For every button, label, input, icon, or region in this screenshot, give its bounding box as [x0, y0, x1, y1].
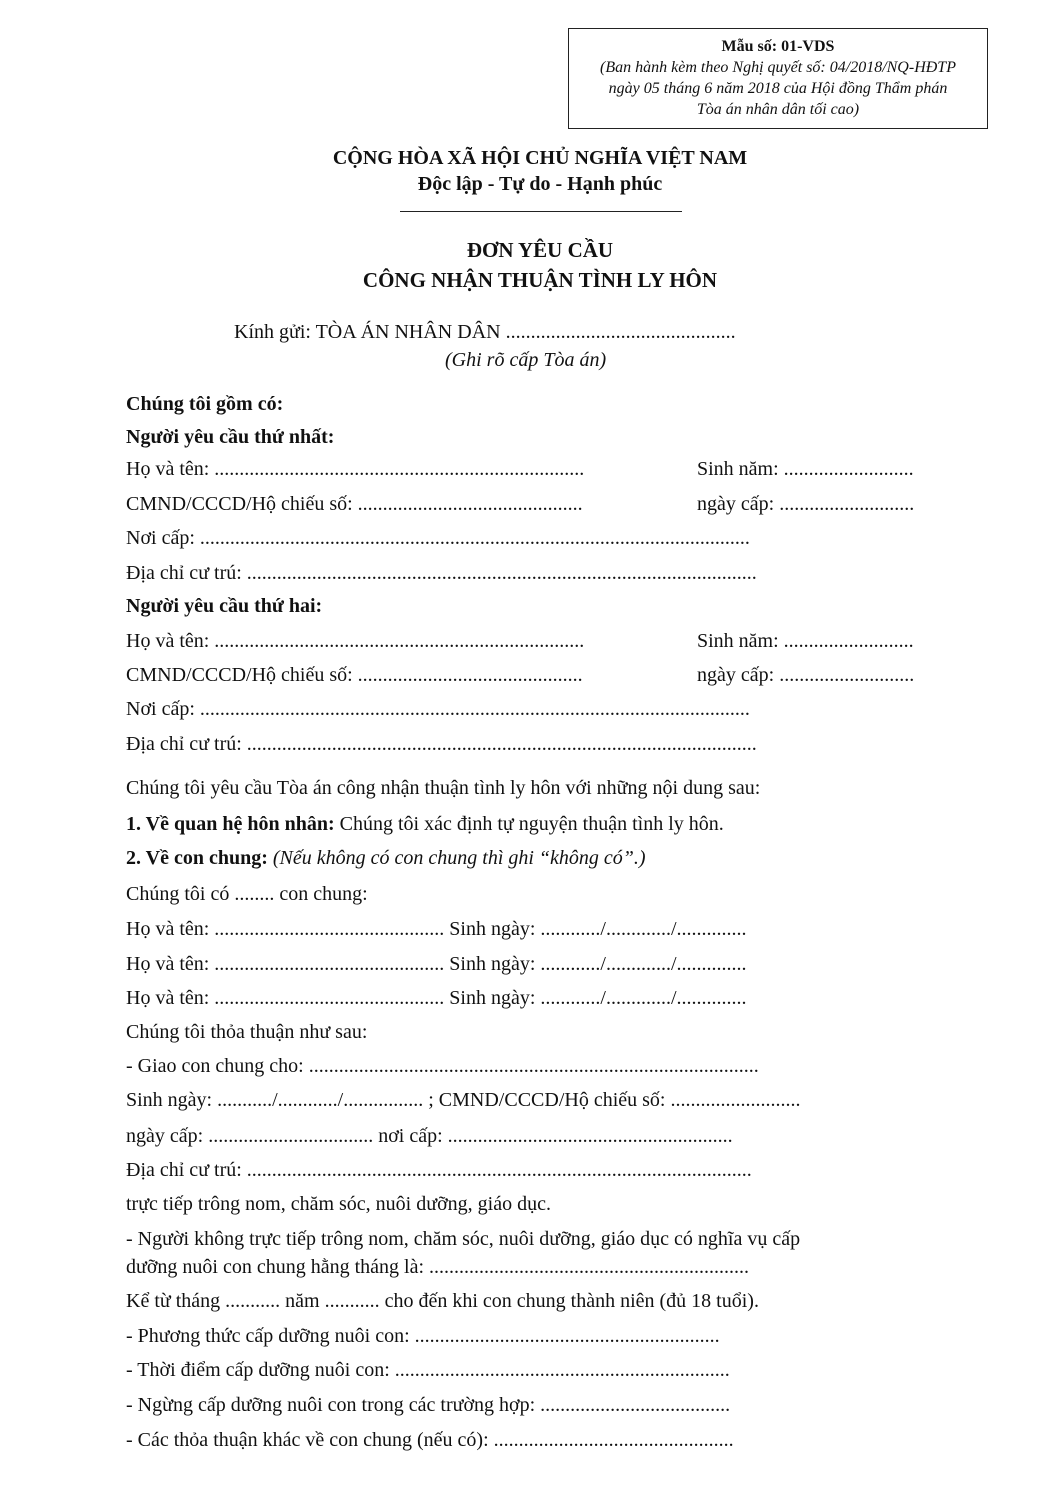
second-issue-date-field: ngày cấp: ........................... — [697, 664, 915, 686]
children-clause — [126, 847, 646, 870]
children-label: 2. Về con chung: — [126, 847, 268, 869]
support-method-field: - Phương thức cấp dưỡng nuôi con: ............................................................. — [126, 1325, 720, 1347]
support-period-field: Kể từ tháng ........... năm ........... cho đến khi con chung thành niên (đủ 18 tuổi). — [126, 1290, 759, 1312]
request-intro: Chúng tôi yêu cầu Tòa án công nhận thuận tình ly hôn với những nội dung sau: — [126, 777, 761, 799]
custodian-birth-id-field: Sinh ngày: .........../............/................ ; CMND/CCCD/Hộ chiếu số: .......................... — [126, 1089, 801, 1111]
motto: Độc lập - Tự do - Hạnh phúc — [417, 173, 663, 195]
second-id-field: CMND/CCCD/Hộ chiếu số: ............................................. — [126, 664, 583, 686]
child-row: Họ và tên: .............................................. Sinh ngày: ............/............./.............. — [126, 987, 747, 1009]
custody-duty-text: trực tiếp trông nom, chăm sóc, nuôi dưỡng, giáo dục. — [126, 1193, 551, 1215]
second-address-field: Địa chỉ cư trú: ...................................................................................................... — [126, 733, 757, 755]
custodian-issue-field: ngày cấp: ................................. nơi cấp: ......................................................... — [126, 1125, 733, 1147]
first-issue-date-field: ngày cấp: ........................... — [697, 493, 915, 515]
children-note: (Nếu không có con chung thì ghi “không có”.) — [267, 847, 646, 869]
second-name-field: Họ và tên: .......................................................................... — [126, 630, 585, 652]
first-birth-year-field: Sinh năm: .......................... — [697, 458, 914, 480]
country-heading: CỘNG HÒA XÃ HỘI CHỦ NGHĨA VIỆT NAM — [332, 147, 748, 169]
support-time-field: - Thời điểm cấp dưỡng nuôi con: ................................................................... — [126, 1359, 730, 1381]
form-code-box — [568, 28, 988, 129]
custodian-address-field: Địa chỉ cư trú: ..................................................................................................... — [126, 1159, 752, 1181]
second-issue-place-field: Nơi cấp: .............................................................................................................. — [126, 698, 750, 720]
addressee: Kính gửi: TÒA ÁN NHÂN DÂN .............................................. — [234, 321, 736, 343]
child-row: Họ và tên: .............................................. Sinh ngày: ............/............./.............. — [126, 918, 747, 940]
second-requester-heading: Người yêu cầu thứ hai: — [126, 595, 323, 617]
form-note-line-3: Tòa án nhân dân tối cao) — [696, 101, 860, 118]
first-address-field: Địa chỉ cư trú: ...................................................................................................... — [126, 562, 757, 584]
form-code: Mẫu số: 01-VDS — [721, 38, 835, 55]
children-count-field: Chúng tôi có ........ con chung: — [126, 883, 368, 905]
child-row: Họ và tên: .............................................. Sinh ngày: ............/............./.............. — [126, 953, 747, 975]
first-issue-place-field: Nơi cấp: .............................................................................................................. — [126, 527, 750, 549]
marriage-label: 1. Về quan hệ hôn nhân: — [126, 813, 335, 835]
support-stop-field: - Ngừng cấp dưỡng nuôi con trong các trường hợp: ...................................... — [126, 1394, 731, 1416]
first-id-field: CMND/CCCD/Hộ chiếu số: ............................................. — [126, 493, 583, 515]
agreement-heading: Chúng tôi thỏa thuận như sau: — [126, 1021, 368, 1043]
document-title-line-1: ĐƠN YÊU CẦU — [466, 238, 614, 262]
first-name-field: Họ và tên: .......................................................................... — [126, 458, 585, 480]
document-title-line-2: CÔNG NHẬN THUẬN TÌNH LY HÔN — [362, 268, 718, 292]
other-agreements-field: - Các thỏa thuận khác về con chung (nếu có): ................................................ — [126, 1429, 734, 1451]
custody-to-field: - Giao con chung cho: .......................................................................................... — [126, 1055, 759, 1077]
form-note-line-1: (Ban hành kèm theo Nghị quyết số: 04/2018/NQ-HĐTP — [600, 59, 956, 76]
support-obligation-line-1: - Người không trực tiếp trông nom, chăm sóc, nuôi dưỡng, giáo dục có nghĩa vụ cấp — [126, 1228, 801, 1250]
parties-heading: Chúng tôi gồm có: — [126, 393, 284, 415]
header-divider — [400, 211, 682, 212]
marriage-clause — [126, 813, 724, 836]
form-note-line-2: ngày 05 tháng 6 năm 2018 của Hội đồng Thẩm phán — [608, 80, 948, 97]
first-requester-heading: Người yêu cầu thứ nhất: — [126, 426, 335, 448]
addressee-hint: (Ghi rõ cấp Tòa án) — [445, 349, 607, 371]
support-obligation-line-2: dưỡng nuôi con chung hằng tháng là: ................................................................ — [126, 1256, 750, 1278]
marriage-text: Chúng tôi xác định tự nguyện thuận tình ly hôn. — [334, 813, 724, 835]
second-birth-year-field: Sinh năm: .......................... — [697, 630, 914, 652]
